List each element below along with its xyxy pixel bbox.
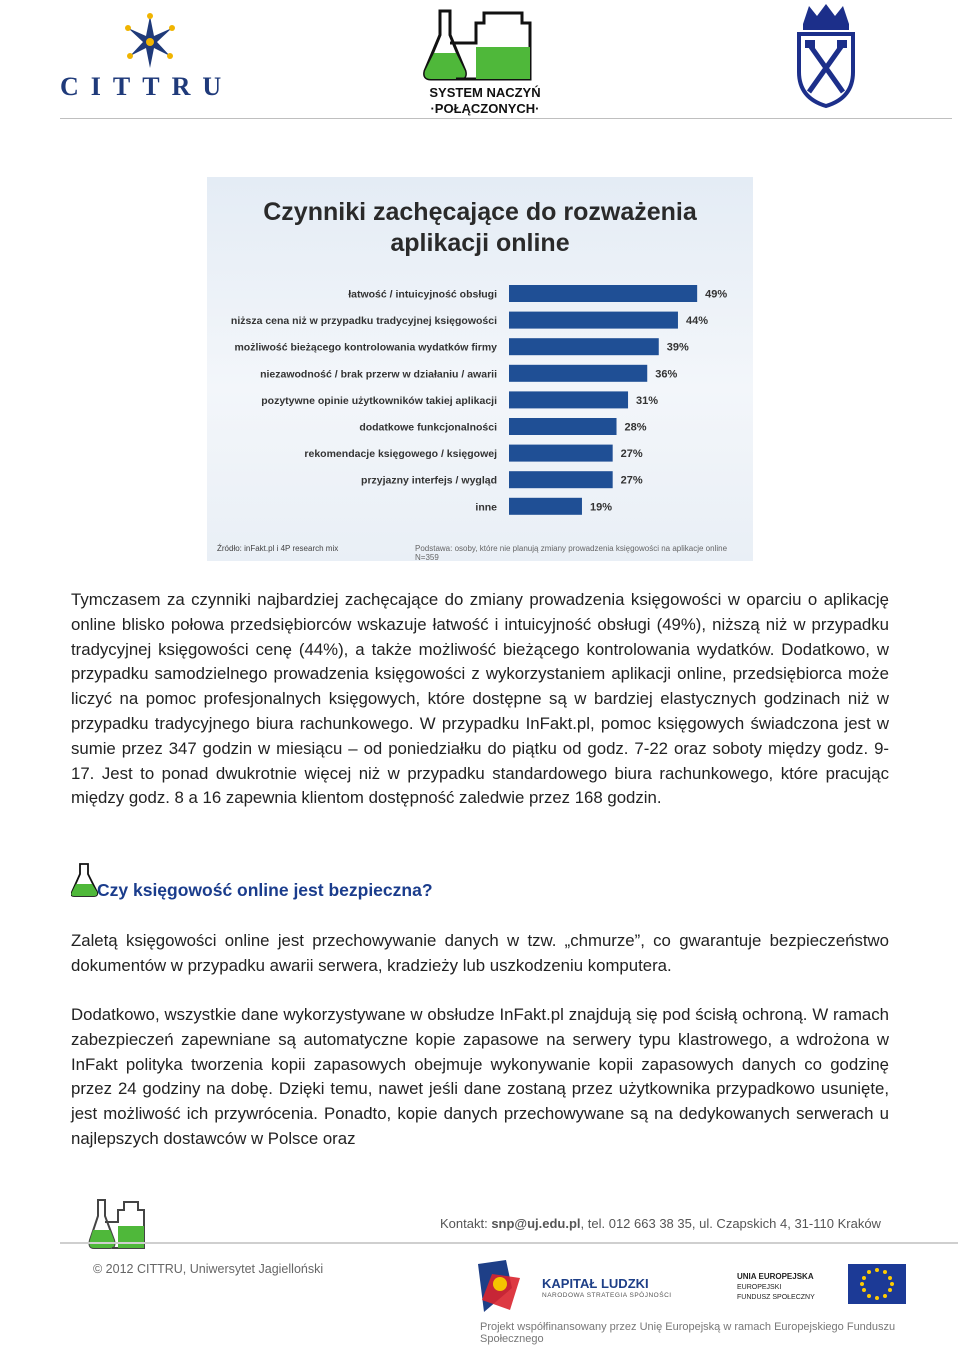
chart-category-label: niezawodność / brak przerw w działaniu / awarii xyxy=(260,368,497,381)
paragraph-1 xyxy=(71,588,889,811)
flasks-icon xyxy=(410,5,560,85)
cittru-logo-text: CITTRU xyxy=(60,72,234,101)
chart-value-label: 44% xyxy=(685,315,708,328)
snp-logo-line1: SYSTEM NACZYŃ xyxy=(429,85,541,100)
chart-category-label: możliwość bieżącego kontrolowania wydatków firmy xyxy=(234,341,497,354)
chart-bar xyxy=(509,285,697,302)
chart-value-label: 31% xyxy=(636,394,659,407)
chart-bar xyxy=(509,338,659,355)
contact-label: Kontakt: xyxy=(440,1216,492,1231)
chart-value-label: 19% xyxy=(589,501,612,514)
eu-flag-icon xyxy=(848,1264,906,1304)
chart-category-label: przyjazny interfejs / wygląd xyxy=(361,474,497,487)
contact-email-link[interactable]: snp@uj.edu.pl xyxy=(491,1216,581,1231)
chart-category-label: rekomendacje księgowego / księgowej xyxy=(304,448,497,461)
cittru-star-icon xyxy=(60,10,240,80)
kapital-ludzki-title: KAPITAŁ LUDZKI xyxy=(542,1276,649,1291)
paragraph-3 xyxy=(71,1003,889,1152)
footer-contact xyxy=(440,1216,881,1231)
chart-category-label: inne xyxy=(475,501,497,514)
chart-category-label: niższa cena niż w przypadku tradycyjnej księgowości xyxy=(230,315,497,328)
heading-text: Czy księgowość online jest bezpieczna? xyxy=(97,880,433,900)
footer-copyright: © 2012 CITTRU, Uniwersytet Jagielloński xyxy=(93,1262,324,1276)
uj-crest-icon xyxy=(795,2,857,108)
header-divider xyxy=(60,118,952,119)
flask-icon xyxy=(71,862,99,898)
eu-title-line2: EUROPEJSKI xyxy=(737,1284,782,1291)
footer-divider xyxy=(60,1242,958,1244)
uj-crest-logo xyxy=(795,2,857,108)
chart-value-label: 28% xyxy=(624,421,647,434)
contact-details: , tel. 012 663 38 35, ul. Czapskich 4, 31-110 Kraków xyxy=(580,1216,881,1231)
footer-flasks-icon xyxy=(88,1196,148,1254)
eu-logos-graphics xyxy=(472,1254,912,1320)
kapital-ludzki-icon xyxy=(478,1260,520,1312)
chart-category-label: pozytywne opinie użytkowników takiej aplikacji xyxy=(261,394,497,407)
paragraph-1-text: Tymczasem za czynniki najbardziej zachęcające do zmiany prowadzenia księgowości w oparciu o aplikację online blisko połowa przedsiębiorców wskazuje łatwość i intuicyjność obsługi (49%), niższą niż w przypadku tradycyjnej księgowości cenę (44%), a także możliwość bieżącego kontrolowania wydatków. Dodatkowo, w przypadku samodzielnego prowadzenia księgowości z wykorzystaniem aplikacji online, przedsiębiorca może liczyć na pomoc profesjonalnych księgowych, które dostępne są w bardziej elastycznych godzinach niż w przypadku tradycyjnego biura rachunkowego. W przypadku InFakt.pl, pomoc księgowych świadczona jest w sumie przez 347 godzin w miesiącu – od poniedziałku do piątku od godz. 7-22 oraz soboty między godz. 9-17. Jest to ponad dwukrotnie więcej niż w przypadku standardowego biura rachunkowego, które pracując między godz. 8 a 16 zapewnia klientom dostępność zaledwie przez 168 godzin. xyxy=(71,590,889,808)
eu-funding-logos xyxy=(472,1254,912,1320)
chart-bar xyxy=(509,418,617,435)
chart-plot xyxy=(207,177,753,561)
chart-bar xyxy=(509,498,582,515)
snp-logo-line2: ·POŁĄCZONYCH· xyxy=(430,101,540,116)
footer-flask-logo xyxy=(88,1196,148,1254)
chart-bar xyxy=(509,312,678,329)
eu-title-line1: UNIA EUROPEJSKA xyxy=(737,1272,814,1281)
system-naczyn-logo xyxy=(410,5,560,115)
chart-bar xyxy=(509,445,613,462)
kapital-ludzki-subtitle: NARODOWA STRATEGIA SPÓJNOŚCI xyxy=(542,1292,672,1299)
chart-category-label: dodatkowe funkcjonalności xyxy=(359,421,497,434)
chart-title-line2: aplikacji online xyxy=(390,229,570,257)
chart-title-line1: Czynniki zachęcające do rozważenia xyxy=(263,198,697,226)
footer-project-note: Projekt współfinansowany przez Unię Europejską w ramach Europejskiego Funduszu Społecznego xyxy=(480,1321,896,1345)
chart-source: Źródło: inFakt.pl i 4P research mix xyxy=(217,544,339,553)
chart-value-label: 36% xyxy=(655,368,678,381)
chart-note: Podstawa: osoby, które nie planują zmiany prowadzenia księgowości na aplikacje online N=359 xyxy=(415,544,728,562)
eu-title-line3: FUNDUSZ SPOŁECZNY xyxy=(737,1294,815,1301)
chart-value-label: 27% xyxy=(620,474,643,487)
chart-value-label: 49% xyxy=(705,288,728,301)
chart-value-label: 27% xyxy=(620,448,643,461)
paragraph-2 xyxy=(71,929,889,979)
chart-bar xyxy=(509,471,613,488)
chart-bar xyxy=(509,391,628,408)
chart-bar xyxy=(509,365,647,382)
section-heading xyxy=(71,862,671,902)
bar-chart xyxy=(207,177,753,561)
chart-value-label: 39% xyxy=(666,341,689,354)
cittru-logo xyxy=(60,10,240,110)
paragraph-2-text: Zaletą księgowości online jest przechowywanie danych w tzw. „chmurze”, co gwarantuje bezpieczeństwo dokumentów w przypadku awarii serwera, kradzieży lub uszkodzeniu komputera. xyxy=(71,931,889,975)
chart-category-label: łatwość / intuicyjność obsługi xyxy=(348,288,497,301)
paragraph-3-text: Dodatkowo, wszystkie dane wykorzystywane w obsłudze InFakt.pl znajdują się pod ścisłą ochroną. W ramach zabezpieczeń zapewniane są automatyczne kopie zapasowe na serwery typu klastrowego, a wdrożona w InFakt polityka tworzenia kopii zapasowych obejmuje wykonywanie kopii zapasowych danych co godzinę przez 24 godziny na dobę. Dzięki temu, nawet jeśli dane zostaną przez użytkownika przypadkowo usunięte, jest możliwość ich przywrócenia. Ponadto, kopie danych przechowywane są na dedykowanych serwerach u najlepszych dostawców w Polsce oraz xyxy=(71,1005,889,1148)
